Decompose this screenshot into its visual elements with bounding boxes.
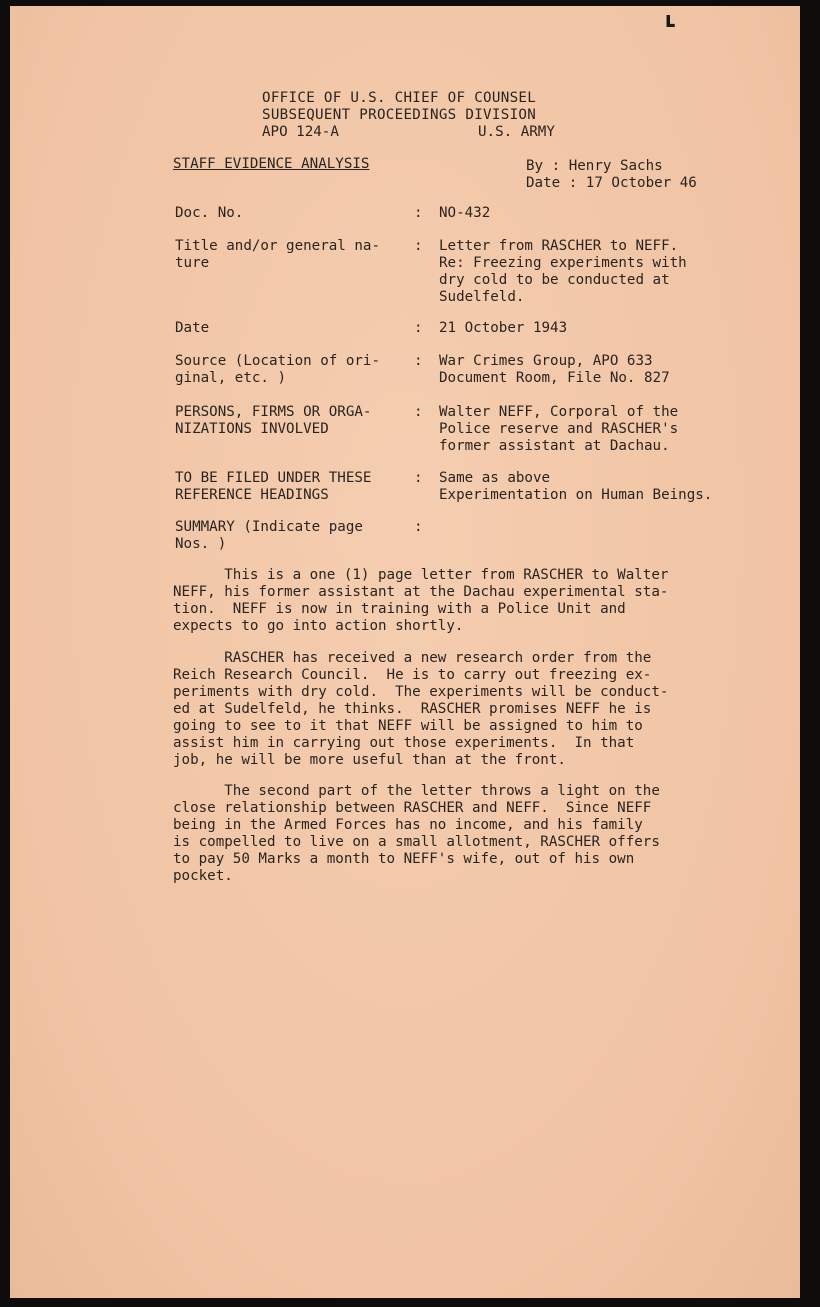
field-label: TO BE FILED UNDER THESE REFERENCE HEADINGS — [175, 470, 372, 503]
field-value: War Crimes Group, APO 633 Document Room, File No. 827 — [439, 353, 670, 386]
field-colon: : — [414, 404, 423, 420]
header-army: U.S. ARMY — [478, 124, 555, 140]
analyst-name: By : Henry Sachs — [526, 158, 663, 174]
analysis-date: Date : 17 October 46 — [526, 175, 697, 191]
header-division: SUBSEQUENT PROCEEDINGS DIVISION — [262, 107, 537, 123]
field-colon: : — [414, 353, 423, 369]
field-value: 21 October 1943 — [439, 320, 568, 336]
field-label: PERSONS, FIRMS OR ORGA- NIZATIONS INVOLVED — [175, 404, 372, 437]
field-value: Letter from RASCHER to NEFF. Re: Freezing experiments with dry cold to be conducted at Sudelfeld. — [439, 238, 687, 305]
field-colon: : — [414, 519, 423, 535]
field-label: Source (Location of ori- ginal, etc. ) — [175, 353, 380, 386]
document-page — [10, 6, 800, 1298]
field-colon: : — [414, 470, 423, 486]
field-colon: : — [414, 238, 423, 254]
summary-paragraph-1: This is a one (1) page letter from RASCHER to Walter NEFF, his former assistant at the Dachau experimental sta- tion. NEFF is now in training with a Police Unit and expects to go into action shortly. — [173, 567, 669, 634]
field-label: Title and/or general na- ture — [175, 238, 380, 271]
summary-paragraph-2: RASCHER has received a new research order from the Reich Research Council. He is to carry out freezing ex- periments with dry cold. The experiments will be conduct- ed at Sudelfeld, he thinks. RASCHER promises NEFF he is going to see to it that NEFF will be assigned to him to assist him in carrying out those experiments. In that job, he will be more useful than at the front. — [173, 650, 669, 768]
field-colon: : — [414, 320, 423, 336]
header-apo: APO 124-A — [262, 124, 339, 140]
field-label: Doc. No. — [175, 205, 244, 221]
handwritten-mark-icon: ʟ — [664, 8, 678, 33]
summary-paragraph-3: The second part of the letter throws a light on the close relationship between RASCHER and NEFF. Since NEFF being in the Armed Forces has no income, and his family is compelled to live on a small allotment, RASCHER offers to pay 50 Marks a month to NEFF's wife, out of his own pocket. — [173, 783, 660, 884]
field-label: Date — [175, 320, 210, 336]
field-colon: : — [414, 205, 423, 221]
header-office: OFFICE OF U.S. CHIEF OF COUNSEL — [262, 90, 537, 106]
field-label: SUMMARY (Indicate page Nos. ) — [175, 519, 363, 552]
field-value: Walter NEFF, Corporal of the Police reserve and RASCHER's former assistant at Dachau. — [439, 404, 679, 454]
field-value: NO-432 — [439, 205, 491, 221]
field-value: Same as above Experimentation on Human Beings. — [439, 470, 713, 503]
analysis-title: STAFF EVIDENCE ANALYSIS — [173, 156, 370, 172]
